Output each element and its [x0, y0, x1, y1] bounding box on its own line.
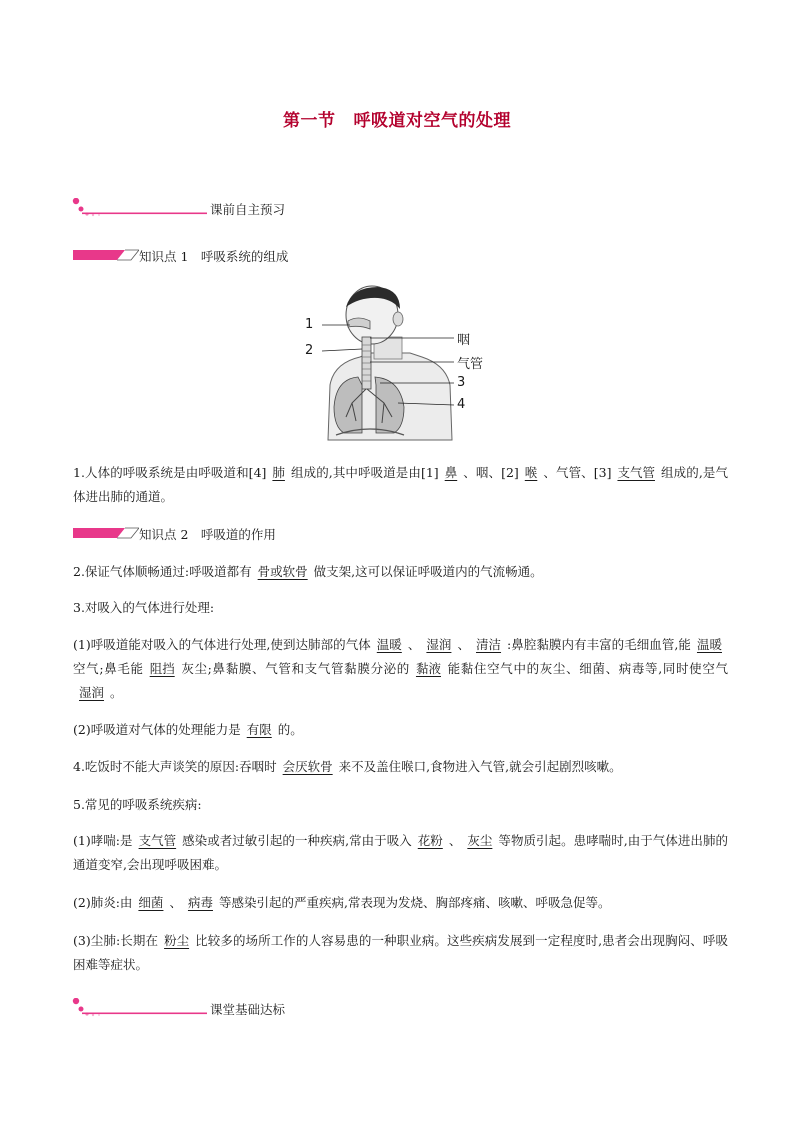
q1-text: 1.人体的呼吸系统是由呼吸道和[4]: [73, 465, 267, 480]
q5-2-answer-virus: 病毒: [187, 895, 213, 910]
q1-answer-nose: 鼻: [444, 465, 458, 480]
question-5-3: [73, 929, 728, 977]
q2-text: 2.保证气体顺畅通过:呼吸道都有: [73, 564, 252, 579]
q1-text: 组成的,是气体进出肺的通道。: [73, 465, 728, 504]
q1-text: 、气管、[3]: [543, 465, 612, 480]
q5-1-text: 、: [448, 833, 462, 848]
question-3-1: [73, 633, 728, 705]
q3-2-answer: 有限: [246, 722, 272, 737]
q3-1-answer-clean: 清洁: [476, 637, 502, 652]
section-decoration-icon: [72, 998, 212, 1020]
q5-1-answer-pollen: 花粉: [417, 833, 443, 848]
q1-text: 、咽、[2]: [463, 465, 519, 480]
figure-label-trachea: 气管: [457, 357, 484, 372]
q5-1-answer-bronchus: 支气管: [138, 833, 177, 848]
question-2: [73, 560, 728, 584]
q5-2-text: 等感染引起的严重疾病,常表现为发烧、胸部疼痛、咳嗽、呼吸急促等。: [218, 895, 611, 910]
section-title-classroom: 课堂基础达标: [210, 1002, 286, 1017]
q2-answer: 骨或软骨: [257, 564, 308, 579]
q3-1-text: :鼻腔黏膜内有丰富的毛细血管,能: [507, 637, 691, 652]
q5-1-answer-dust: 灰尘: [467, 833, 493, 848]
q5-1-text: (1)哮喘:是: [73, 833, 133, 848]
question-5-1: [73, 829, 728, 877]
section-header-classroom: [72, 998, 312, 1018]
q5-2-answer-bacteria: 细菌: [138, 895, 164, 910]
q3-1-text: 、: [457, 637, 471, 652]
question-1: [73, 461, 728, 509]
q5-2-text: 、: [169, 895, 182, 910]
figure-label-4: 4: [457, 397, 466, 412]
q3-1-text: (1)呼吸道能对吸入的气体进行处理,使到达肺部的气体: [73, 637, 371, 652]
q5-1-text: 等物质引起。患哮喘时,由于气体进出肺的通道变窄,会出现呼吸困难。: [73, 833, 728, 872]
q1-text: 组成的,其中呼吸道是由[1]: [290, 465, 439, 480]
q3-1-text: 。: [110, 685, 123, 700]
q3-1-text: 能黏住空气中的灰尘、细菌、病毒等,同时使空气: [446, 661, 728, 676]
q5-3-text: (3)尘肺:长期在: [73, 933, 159, 948]
figure-label-3: 3: [457, 375, 466, 390]
q3-2-text: 的。: [277, 722, 303, 737]
q1-answer-larynx: 喉: [524, 465, 538, 480]
q4-text: 来不及盖住喉口,食物进入气管,就会引起剧烈咳嗽。: [338, 759, 622, 774]
q3-1-answer-warm-2: 温暖: [696, 637, 722, 652]
knowledge-point-2-title: 知识点 2 呼吸道的作用: [139, 527, 276, 542]
q5-1-text: 感染或者过敏引起的一种疾病,常由于吸入: [182, 833, 412, 848]
q3-1-answer-moist: 湿润: [426, 637, 452, 652]
q1-answer-bronchus: 支气管: [617, 465, 655, 480]
q5-3-text: 比较多的场所工作的人容易患的一种职业病。这些疾病发展到一定程度时,患者会出现胸闷、呼吸困难等症状。: [73, 933, 728, 972]
question-3-2: [73, 718, 728, 742]
q3-2-text: (2)呼吸道对气体的处理能力是: [73, 722, 241, 737]
q5-3-answer-dust: 粉尘: [164, 933, 190, 948]
question-5-2: [73, 891, 728, 915]
page-title: [0, 106, 794, 131]
figure-label-2: 2: [305, 343, 314, 358]
q3-1-text: 空气;鼻毛能: [73, 661, 144, 676]
respiratory-system-figure: [300, 285, 490, 445]
q3-1-answer-mucus: 黏液: [415, 661, 441, 676]
knowledge-point-2-header: [73, 526, 393, 542]
question-4: [73, 755, 728, 779]
q3-1-answer-moist-2: 湿润: [79, 685, 105, 700]
q4-answer: 会厌软骨: [282, 759, 333, 774]
q3-1-answer-block: 阻挡: [149, 661, 175, 676]
section-decoration-icon: [72, 198, 212, 220]
q3-1-text: 、: [407, 637, 421, 652]
figure-label-1: 1: [305, 317, 314, 332]
knowledge-point-1-header: [73, 248, 393, 264]
knowledge-point-badge-icon: [73, 248, 139, 264]
section-title-preview: 课前自主预习: [210, 202, 286, 217]
question-5-heading: 5.常见的呼吸系统疾病:: [73, 797, 202, 812]
figure-label-pharynx: 咽: [457, 333, 471, 348]
knowledge-point-badge-icon: [73, 526, 139, 542]
q3-1-answer-warm: 温暖: [376, 637, 402, 652]
title-text: 呼吸道对空气的处理: [353, 111, 511, 131]
q2-text: 做支架,这可以保证呼吸道内的气流畅通。: [313, 564, 543, 579]
q3-1-text: 灰尘;鼻黏膜、气管和支气管黏膜分泌的: [180, 661, 410, 676]
q5-2-text: (2)肺炎:由: [73, 895, 133, 910]
q1-answer-lung: 肺: [272, 465, 285, 480]
question-3-heading: 3.对吸入的气体进行处理:: [73, 600, 215, 615]
title-section-number: 第一节: [283, 111, 336, 131]
knowledge-point-1-title: 知识点 1 呼吸系统的组成: [139, 249, 289, 264]
section-header-preview: [72, 198, 312, 218]
q4-text: 4.吃饭时不能大声谈笑的原因:吞咽时: [73, 759, 277, 774]
